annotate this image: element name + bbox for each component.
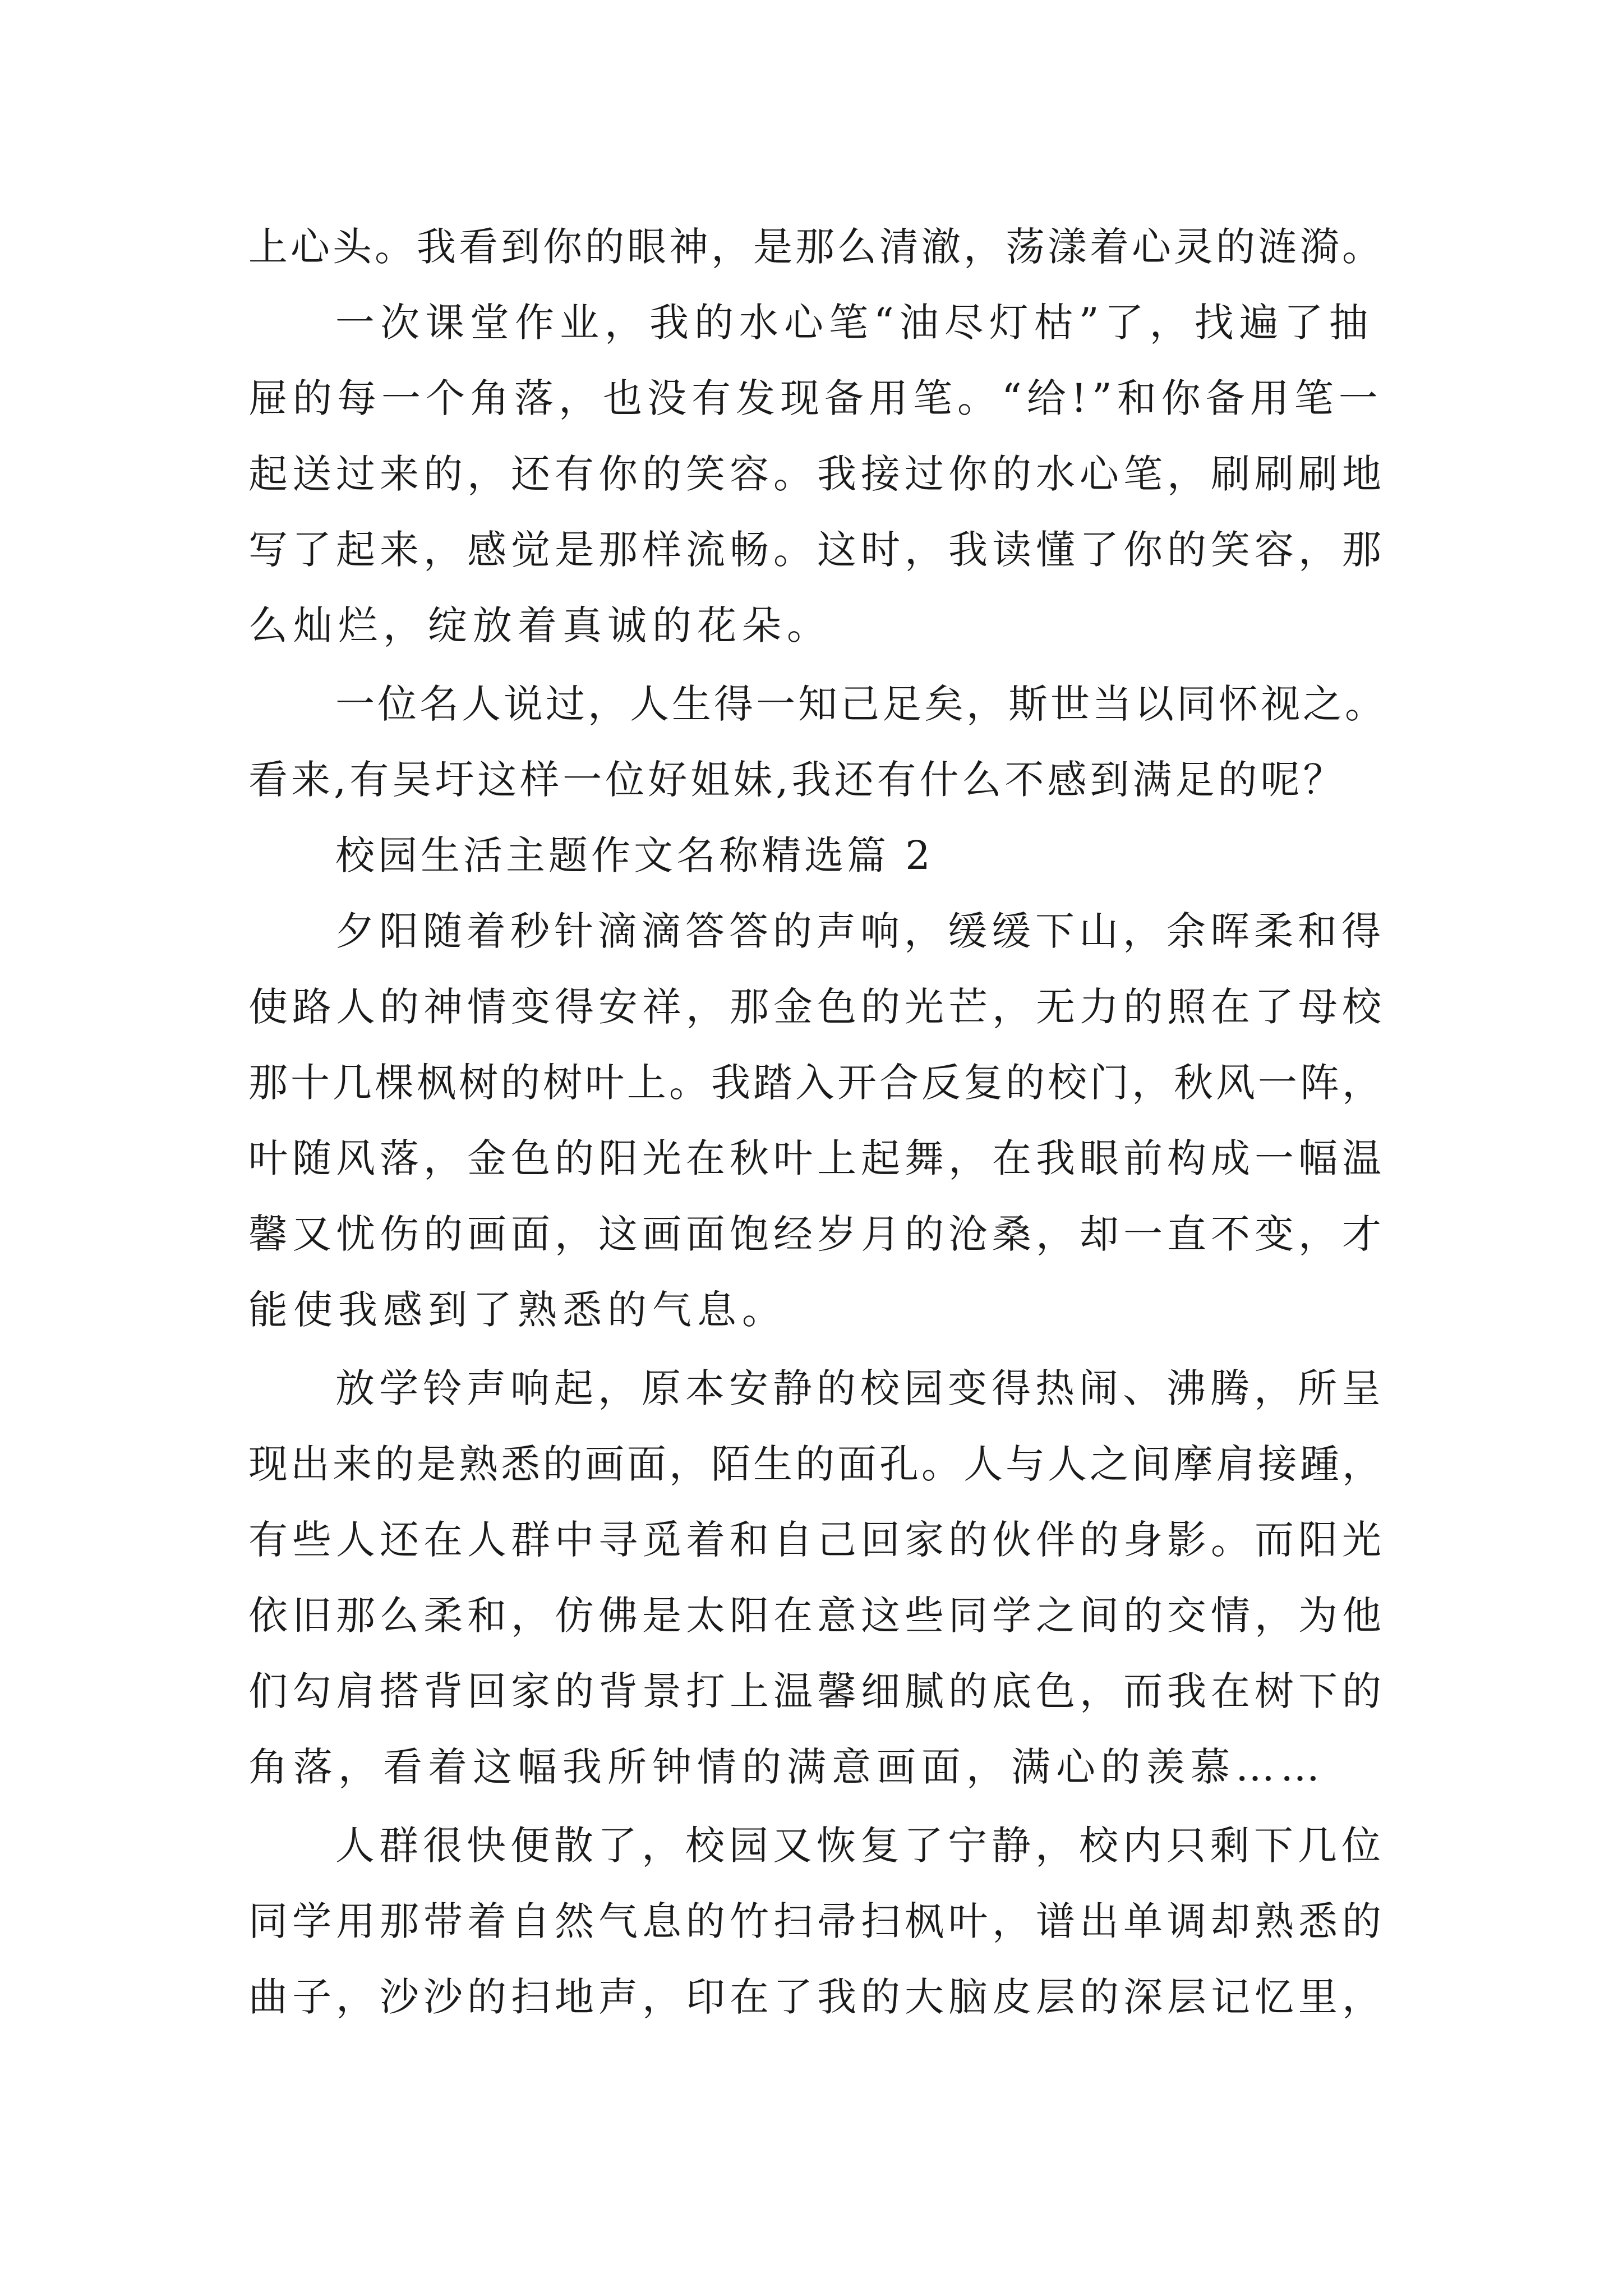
text-line: 放学铃声响起，原本安静的校园变得热闹、沸腾，所呈 bbox=[335, 1365, 1385, 1411]
text-line: 写了起来，感觉是那样流畅。这时，我读懂了你的笑容，那 bbox=[248, 527, 1386, 573]
text-line: 馨又忧伤的画面，这画面饱经岁月的沧桑，却一直不变，才 bbox=[248, 1211, 1386, 1257]
text-line: 曲子，沙沙的扫地声，印在了我的大脑皮层的深层记忆里， bbox=[248, 1974, 1386, 2020]
text-line: 现出来的是熟悉的画面，陌生的面孔。人与人之间摩肩接踵， bbox=[248, 1441, 1384, 1487]
text-line: 夕阳随着秒针滴滴答答的声响，缓缓下山，余晖柔和得 bbox=[335, 908, 1385, 954]
text-line: 同学用那带着自然气息的竹扫帚扫枫叶，谱出单调却熟悉的 bbox=[248, 1898, 1386, 1944]
text-line: 屉的每一个角落，也没有发现备用笔。“给!”和你备用笔一 bbox=[248, 375, 1383, 421]
text-line: 看来,有吴圩这样一位好姐妹,我还有什么不感到满足的呢？ bbox=[248, 757, 1346, 803]
text-line: 一次课堂作业，我的水心笔“油尽灯枯”了，找遍了抽 bbox=[335, 300, 1374, 346]
text-line: 们勾肩搭背回家的背景打上温馨细腻的底色，而我在树下的 bbox=[248, 1668, 1386, 1714]
text-line: 上心头。我看到你的眼神，是那么清澈，荡漾着心灵的涟漪。 bbox=[248, 224, 1384, 270]
text-line: 一位名人说过，人生得一知己足矣，斯世当以同怀视之。 bbox=[335, 681, 1387, 727]
text-line: 叶随风落，金色的阳光在秋叶上起舞，在我眼前构成一幅温 bbox=[248, 1135, 1386, 1181]
section-heading: 校园生活主题作文名称精选篇 2 bbox=[335, 832, 934, 878]
text-line: 角落，看着这幅我所钟情的满意画面，满心的羡慕…… bbox=[248, 1744, 1325, 1790]
text-line: 使路人的神情变得安祥，那金色的光芒，无力的照在了母校 bbox=[248, 984, 1386, 1030]
text-line: 人群很快便散了，校园又恢复了宁静，校内只剩下几位 bbox=[335, 1823, 1385, 1869]
text-line: 么灿烂，绽放着真诚的花朵。 bbox=[248, 602, 832, 648]
text-line: 有些人还在人群中寻觅着和自己回家的伙伴的身影。而阳光 bbox=[248, 1517, 1386, 1563]
text-line: 依旧那么柔和，仿佛是太阳在意这些同学之间的交情，为他 bbox=[248, 1593, 1386, 1639]
text-line: 那十几棵枫树的树叶上。我踏入开合反复的校门，秋风一阵， bbox=[248, 1060, 1384, 1106]
text-line: 能使我感到了熟悉的气息。 bbox=[248, 1287, 787, 1333]
text-line: 起送过来的，还有你的笑容。我接过你的水心笔，刷刷刷地 bbox=[248, 451, 1386, 497]
